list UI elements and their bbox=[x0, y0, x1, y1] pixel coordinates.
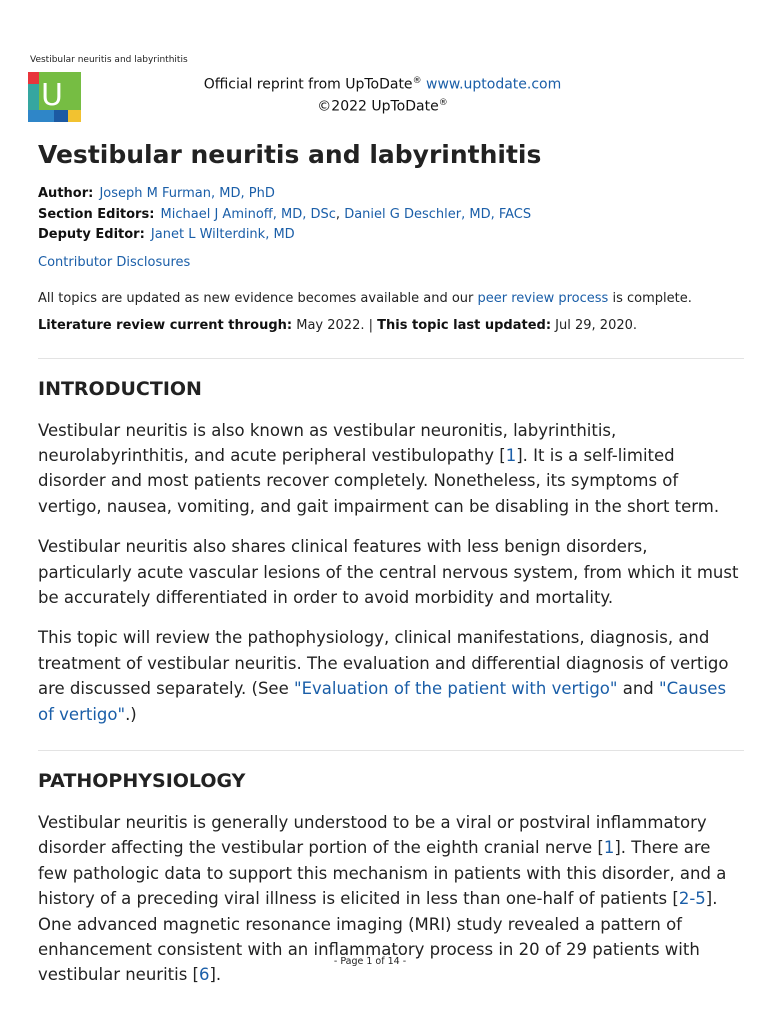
logo-letter: U bbox=[41, 78, 63, 113]
logo-square bbox=[68, 110, 81, 122]
text: ]. There are few pathologic data to support this mechanism in patients with this disorder, and a history of a preceding viral illness is elicited in less than one-half of patients [ bbox=[38, 838, 727, 909]
intro-paragraph-3 bbox=[38, 625, 744, 727]
uptodate-logo bbox=[28, 72, 81, 122]
text: This topic will review the pathophysiology, clinical manifestations, diagnosis, and treatment of vestibular neuritis. The evaluation and differential diagnosis of vertigo are discussed separately. (See bbox=[38, 628, 729, 699]
pathophysiology-heading: PATHOPHYSIOLOGY bbox=[38, 769, 246, 792]
copyright-text: ©2022 UpToDate bbox=[317, 98, 439, 115]
reference-link[interactable]: 1 bbox=[505, 445, 517, 465]
reprint-notice bbox=[160, 72, 605, 115]
lit-review-label: Literature review current through: bbox=[38, 317, 293, 333]
reference-link[interactable]: 2-5 bbox=[678, 889, 706, 909]
logo-square bbox=[28, 84, 39, 110]
section-editors-row: Section Editors: Michael J Aminoff, MD, DSc, Daniel G Deschler, MD, FACS bbox=[38, 206, 532, 222]
text: Vestibular neuritis is also known as vestibular neuronitis, labyrinthitis, neurolabyrinthitis, and acute peripheral vestibulopathy [ bbox=[38, 420, 617, 465]
text: ]. bbox=[209, 965, 222, 985]
last-updated-value: Jul 29, 2020. bbox=[555, 317, 638, 333]
section-editor-link-1[interactable]: Michael J Aminoff, MD, DSc bbox=[160, 206, 336, 222]
text: ]. It is a self-limited disorder and most patients recover completely. Nonetheless, its symptoms of vertigo, nausea, vomiting, and gait impairment can be disabling in the short term. bbox=[38, 445, 720, 516]
author-block bbox=[38, 184, 744, 246]
article bbox=[38, 138, 744, 988]
review-dates bbox=[38, 316, 744, 336]
deputy-editor-label: Deputy Editor: bbox=[38, 227, 145, 242]
divider bbox=[38, 358, 744, 359]
section-editors-label: Section Editors: bbox=[38, 206, 155, 222]
registered-mark: ® bbox=[412, 76, 422, 86]
uptodate-logo-icon bbox=[28, 72, 81, 122]
last-updated-label: This topic last updated: bbox=[377, 317, 552, 333]
divider bbox=[38, 750, 744, 751]
reference-link[interactable]: 1 bbox=[603, 838, 615, 858]
peer-review-link[interactable]: peer review process bbox=[477, 290, 609, 306]
page-footer: - Page 1 of 14 - bbox=[333, 956, 407, 967]
intro-paragraph-1 bbox=[38, 418, 744, 520]
separator: | bbox=[368, 317, 374, 333]
contributor-disclosures-link[interactable]: Contributor Disclosures bbox=[38, 254, 191, 270]
text: ]. One advanced magnetic resonance imaging (MRI) study revealed a pattern of enhancement consistent with an inflammatory process in 20 of 29 patients with vestibular neuritis [ bbox=[38, 889, 718, 985]
text: and bbox=[622, 679, 654, 699]
text: .) bbox=[125, 704, 137, 724]
reference-link[interactable]: 6 bbox=[199, 965, 210, 985]
deputy-editor-row bbox=[38, 225, 744, 246]
introduction-heading: INTRODUCTION bbox=[38, 377, 202, 400]
update-notice-suffix: is complete. bbox=[612, 290, 692, 306]
section-editor-link-2[interactable]: Daniel G Deschler, MD, FACS bbox=[344, 206, 532, 222]
author-row bbox=[38, 184, 744, 205]
running-header: Vestibular neuritis and labyrinthitis bbox=[30, 55, 188, 65]
deputy-editor-link[interactable]: Janet L Wilterdink, MD bbox=[150, 227, 295, 242]
author-label: Author: bbox=[38, 186, 94, 201]
update-notice-text: All topics are updated as new evidence becomes available and our bbox=[38, 290, 474, 306]
intro-paragraph-2: Vestibular neuritis also shares clinical features with less benign disorders, particularly acute vascular lesions of the central nervous system, from which it must be accurately differentiated in order to avoid morbidity and mortality. bbox=[38, 537, 739, 607]
author-link[interactable]: Joseph M Furman, MD, PhD bbox=[99, 186, 275, 201]
causes-vertigo-link[interactable]: "Causes of vertigo" bbox=[38, 679, 727, 724]
logo-square bbox=[28, 72, 39, 84]
text: Vestibular neuritis is generally understood to be a viral or postviral inflammatory disorder affecting the vestibular portion of the eighth cranial nerve [ bbox=[38, 812, 707, 858]
reprint-line-2 bbox=[160, 94, 605, 116]
evaluation-vertigo-link[interactable]: "Evaluation of the patient with vertigo" bbox=[293, 679, 618, 699]
registered-mark: ® bbox=[438, 97, 448, 108]
lit-review-value: May 2022. bbox=[296, 317, 365, 333]
uptodate-url-link[interactable]: www.uptodate.com bbox=[426, 76, 562, 93]
page-title: Vestibular neuritis and labyrinthitis bbox=[38, 140, 542, 169]
reprint-line-1 bbox=[160, 72, 605, 94]
reprint-text: Official reprint from UpToDate bbox=[203, 76, 413, 93]
update-notice bbox=[38, 289, 744, 309]
